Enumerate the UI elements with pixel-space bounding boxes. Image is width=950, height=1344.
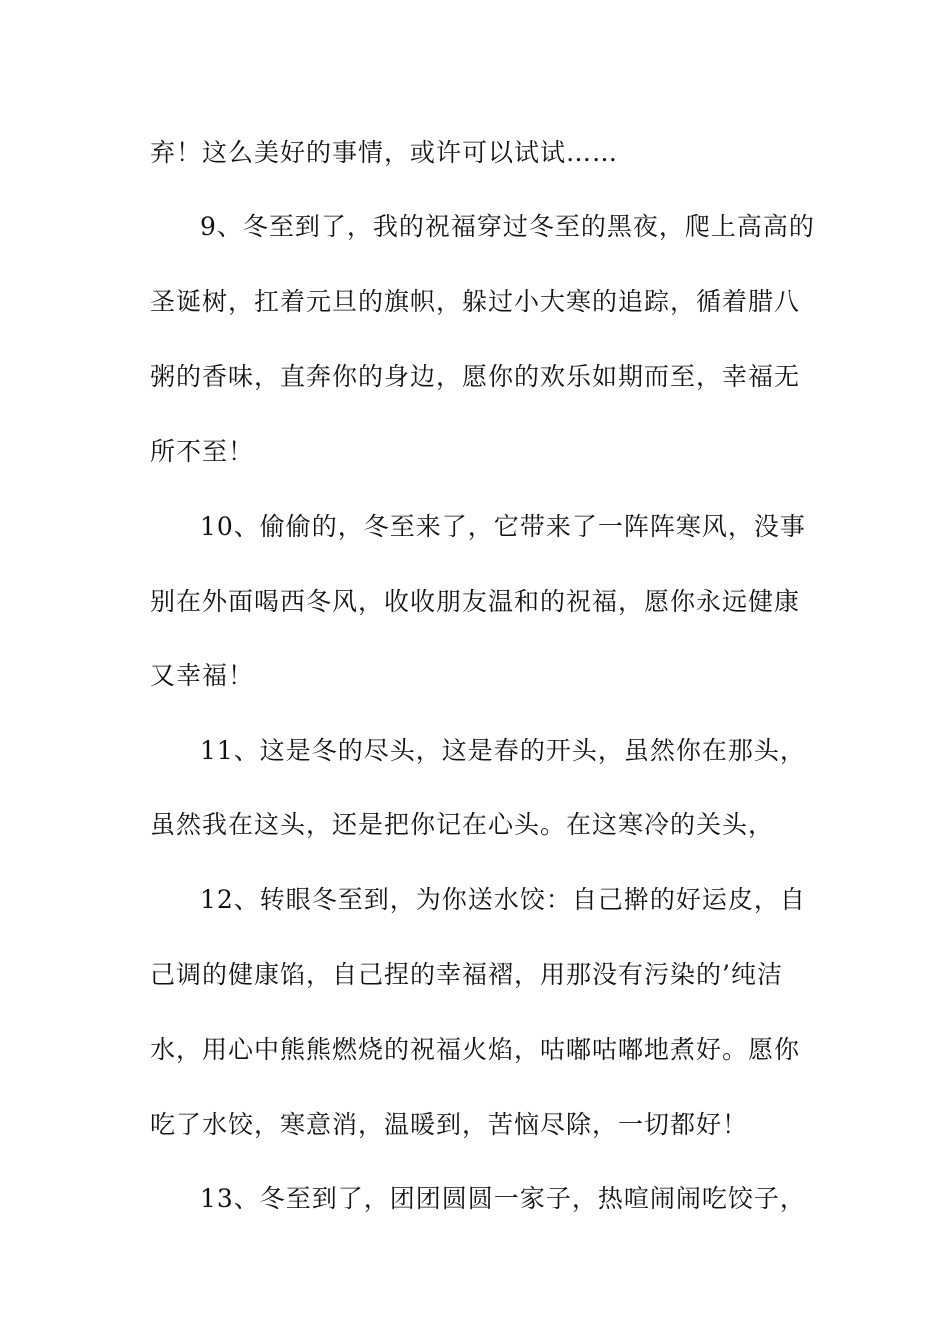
text-line: 水，用心中熊熊燃烧的祝福火焰，咕嘟咕嘟地煮好。愿你 <box>150 1035 801 1064</box>
text-line: 又幸福！ <box>150 661 255 690</box>
paragraph-10-start: 10、偷偷的，冬至来了，它带来了一阵阵寒风，没事 <box>200 512 806 541</box>
text-line: 弃！这么美好的事情，或许可以试试…… <box>150 138 619 167</box>
text-line: 粥的香味，直奔你的身边，愿你的欢乐如期而至，幸福无 <box>150 362 801 391</box>
text-line: 别在外面喝西冬风，收收朋友温和的祝福，愿你永远健康 <box>150 587 801 616</box>
paragraph-13-start: 13、冬至到了，团团圆圆一家子，热喧闹闹吃饺子， <box>200 1184 806 1213</box>
paragraph-11-start: 11、这是冬的尽头，这是春的开头，虽然你在那头， <box>200 736 806 765</box>
paragraph-12-start: 12、转眼冬至到，为你送水饺：自己擀的好运皮，自 <box>200 885 806 914</box>
text-line: 虽然我在这头，还是把你记在心头。在这寒冷的关头， <box>150 810 775 839</box>
paragraph-9-start: 9、冬至到了，我的祝福穿过冬至的黑夜，爬上高高的 <box>200 212 815 241</box>
text-line: 己调的健康馅，自己捏的幸福褶，用那没有污染的’纯洁 <box>150 960 783 989</box>
text-line: 吃了水饺，寒意消，温暖到，苦恼尽除，一切都好！ <box>150 1110 749 1139</box>
text-line: 圣诞树，扛着元旦的旗帜，躲过小大寒的追踪，循着腊八 <box>150 287 801 316</box>
text-line: 所不至！ <box>150 437 255 466</box>
